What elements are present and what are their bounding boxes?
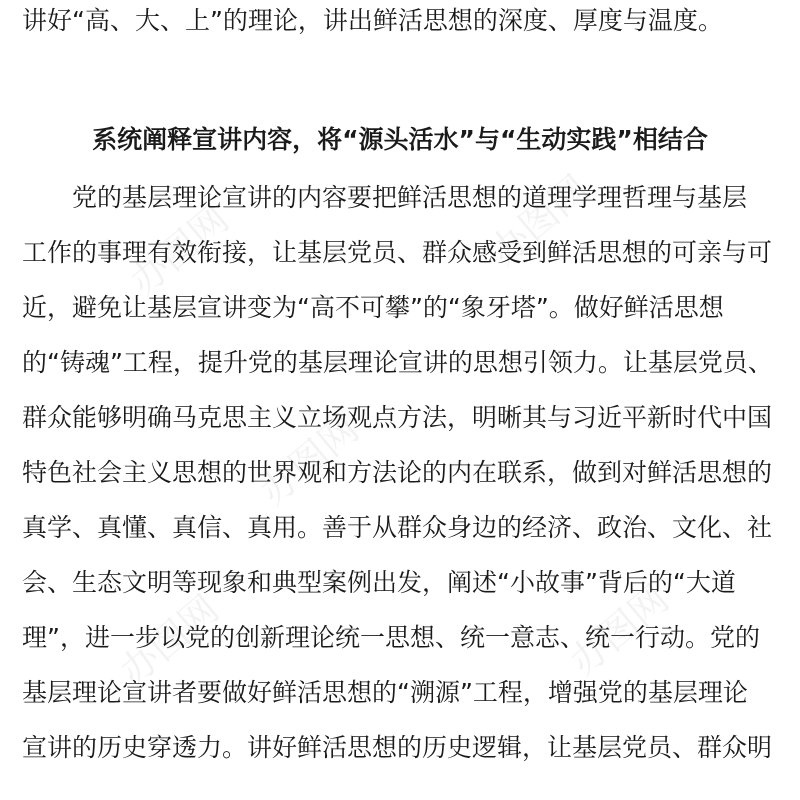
paragraph-line: 会、生态文明等现象和典型案例出发，阐述“小故事”背后的“大道 — [22, 568, 736, 597]
paragraph-line: 群众能够明确马克思主义立场观点方法，明晰其与习近平新时代中国 — [22, 403, 773, 432]
paragraph-line: 理”，进一步以党的创新理论统一思想、统一意志、统一行动。党的 — [22, 623, 760, 652]
paragraph-line: 的“铸魂”工程，提升党的基层理论宣讲的思想引领力。让基层党员、 — [22, 348, 773, 377]
paragraph-line: 基层理论宣讲者要做好鲜活思想的“溯源”工程，增强党的基层理论 — [22, 678, 748, 707]
watermark-4: 办图网 — [561, 576, 678, 684]
paragraph-line: 特色社会主义思想的世界观和方法论的内在联系，做到对鲜活思想的 — [22, 458, 773, 487]
paragraph-line: 宣讲的历史穿透力。讲好鲜活思想的历史逻辑，让基层党员、群众明 — [22, 733, 773, 762]
paragraph-line: 近，避免让基层宣讲变为“高不可攀”的“象牙塔”。做好鲜活思想 — [22, 293, 724, 322]
watermark-1: 办图网 — [121, 196, 238, 304]
watermark-3: 办图网 — [251, 406, 368, 514]
intro-line: 讲好“高、大、上”的理论，讲出鲜活思想的深度、厚度与温度。 — [22, 6, 723, 35]
paragraph-line: 真学、真懂、真信、真用。善于从群众身边的经济、政治、文化、社 — [22, 513, 773, 542]
watermark-5: 办图网 — [111, 586, 228, 694]
section-heading: 系统阐释宣讲内容，将“源头活水”与“生动实践”相结合 — [92, 125, 708, 154]
paragraph-line: 工作的事理有效衔接，让基层党员、群众感受到鲜活思想的可亲与可 — [22, 238, 773, 267]
paragraph-line: 党的基层理论宣讲的内容要把鲜活思想的道理学理哲理与基层 — [22, 183, 748, 212]
watermark-2: 办图网 — [481, 166, 598, 274]
